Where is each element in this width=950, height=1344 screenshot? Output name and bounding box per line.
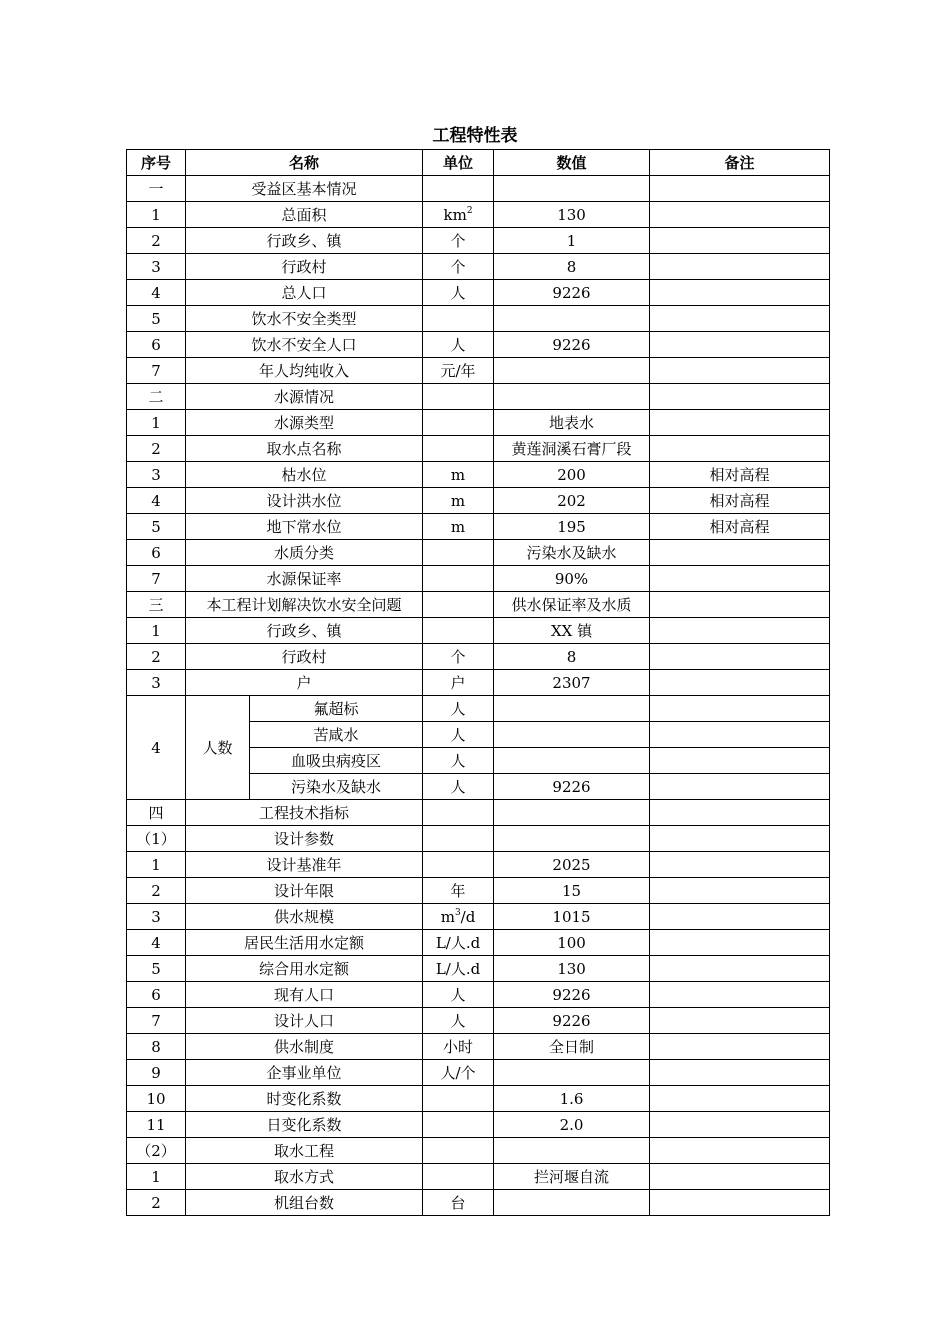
item-note [650,176,830,202]
row-number: 四 [127,800,186,826]
header-row [127,150,830,176]
unit-cell [423,748,494,774]
unit-cell [423,462,494,488]
unit-text: 人/个 [440,1064,476,1082]
unit-text: 人 [450,778,466,796]
unit-cell [423,202,494,228]
unit-cell [423,592,494,618]
row-number: 9 [127,1060,186,1086]
table-row [127,930,830,956]
row-number: 5 [127,956,186,982]
table-row [127,956,830,982]
unit-cell [423,904,494,930]
item-name: 行政乡、镇 [186,618,423,644]
item-name: 设计年限 [186,878,423,904]
table-row [127,1008,830,1034]
row-number: 3 [127,254,186,280]
unit-text: 小时 [443,1038,474,1056]
item-note [650,1060,830,1086]
row-number: 二 [127,384,186,410]
row-number: 4 [127,280,186,306]
item-name: 污染水及缺水 [250,774,423,800]
table-row [127,358,830,384]
item-name: 综合用水定额 [186,956,423,982]
unit-cell [423,228,494,254]
row-number: 11 [127,1112,186,1138]
unit-text: 户 [450,674,466,692]
item-name: 设计洪水位 [186,488,423,514]
item-value: 9226 [494,982,650,1008]
item-note [650,722,830,748]
item-value: 200 [494,462,650,488]
item-name: 户 [186,670,423,696]
item-note [650,1086,830,1112]
unit-cell [423,1112,494,1138]
table-row [127,592,830,618]
unit-cell [423,826,494,852]
unit-text: L/人.d [435,934,481,952]
item-name: 设计基准年 [186,852,423,878]
item-value: 15 [494,878,650,904]
unit-cell [423,670,494,696]
item-value [494,1190,650,1216]
item-name: 行政村 [186,254,423,280]
row-number: 6 [127,540,186,566]
item-note [650,930,830,956]
table-row [127,982,830,1008]
unit-cell [423,436,494,462]
unit-text: 人 [450,284,466,302]
row-number: 2 [127,644,186,670]
item-note [650,956,830,982]
unit-cell [423,774,494,800]
table-row [127,1034,830,1060]
item-value [494,1138,650,1164]
table-row [127,254,830,280]
unit-cell [423,410,494,436]
row-number: 5 [127,306,186,332]
header-unit: 单位 [423,150,494,176]
item-note [650,384,830,410]
unit-text: L/人.d [435,960,481,978]
item-note [650,670,830,696]
item-value: 9226 [494,280,650,306]
item-name: 取水工程 [186,1138,423,1164]
row-number: 2 [127,1190,186,1216]
unit-cell [423,1086,494,1112]
item-name: 行政村 [186,644,423,670]
row-number: 4 [127,696,186,800]
item-value: 黄莲洞溪石膏厂段 [494,436,650,462]
specification-table [126,149,830,1216]
table-row [127,1112,830,1138]
row-number: 3 [127,904,186,930]
row-number: 8 [127,1034,186,1060]
unit-superscript: 2 [466,205,473,216]
item-value: 1 [494,228,650,254]
table-row [127,1060,830,1086]
unit-cell [423,280,494,306]
item-note [650,280,830,306]
unit-cell [423,254,494,280]
item-note [650,306,830,332]
item-value: 9226 [494,1008,650,1034]
table-row [127,1164,830,1190]
item-value: 1.6 [494,1086,650,1112]
unit-text: 台 [450,1194,466,1212]
table-row [127,670,830,696]
item-name: 水源类型 [186,410,423,436]
item-note [650,800,830,826]
unit-cell [423,1060,494,1086]
item-name: 日变化系数 [186,1112,423,1138]
table-row [127,540,830,566]
unit-text: m [450,491,466,510]
item-name: 水源情况 [186,384,423,410]
row-number: 1 [127,618,186,644]
item-note [650,1138,830,1164]
header-value: 数值 [494,150,650,176]
unit-cell [423,930,494,956]
unit-cell [423,982,494,1008]
item-name: 水质分类 [186,540,423,566]
item-note [650,852,830,878]
row-number: 1 [127,410,186,436]
item-name: 供水规模 [186,904,423,930]
table-row [127,852,830,878]
item-name: 饮水不安全人口 [186,332,423,358]
table-row [127,410,830,436]
item-name: 年人均纯收入 [186,358,423,384]
item-name: 取水点名称 [186,436,423,462]
unit-cell [423,644,494,670]
unit-text: 人 [450,726,466,744]
item-value: XX 镇 [494,618,650,644]
item-name: 受益区基本情况 [186,176,423,202]
unit-text: 人 [450,1012,466,1030]
item-name: 血吸虫病疫区 [250,748,423,774]
item-note [650,436,830,462]
row-number: 3 [127,462,186,488]
unit-text: m [450,465,466,484]
unit-text: 人 [450,336,466,354]
item-value: 130 [494,956,650,982]
unit-text: m [450,517,466,536]
item-note [650,254,830,280]
item-note [650,566,830,592]
item-value [494,176,650,202]
unit-cell [423,488,494,514]
row-number: 3 [127,670,186,696]
table-row [127,176,830,202]
unit-cell [423,514,494,540]
row-number: 6 [127,332,186,358]
row-number: 7 [127,566,186,592]
item-value [494,800,650,826]
item-note [650,1190,830,1216]
item-value: 100 [494,930,650,956]
item-value: 1015 [494,904,650,930]
item-name: 水源保证率 [186,566,423,592]
item-value: 2025 [494,852,650,878]
item-name: 本工程计划解决饮水安全问题 [186,592,423,618]
item-note: 相对高程 [650,462,830,488]
unit-cell [423,358,494,384]
item-name: 供水制度 [186,1034,423,1060]
row-number: 5 [127,514,186,540]
table-row [127,800,830,826]
item-note [650,982,830,1008]
item-name: 工程技术指标 [186,800,423,826]
table-row [127,1190,830,1216]
item-note: 相对高程 [650,488,830,514]
item-note [650,228,830,254]
item-name: 居民生活用水定额 [186,930,423,956]
item-name: 总人口 [186,280,423,306]
item-value: 9226 [494,332,650,358]
unit-cell [423,696,494,722]
item-value: 130 [494,202,650,228]
unit-text: 元/年 [440,362,476,380]
item-note [650,644,830,670]
item-value [494,384,650,410]
table-row [127,904,830,930]
item-note [650,1034,830,1060]
unit-text: 人 [450,700,466,718]
row-number: 2 [127,878,186,904]
unit-cell [423,540,494,566]
table-row [127,514,830,540]
unit-cell [423,878,494,904]
item-name: 地下常水位 [186,514,423,540]
item-value: 地表水 [494,410,650,436]
item-note [650,618,830,644]
row-number: 1 [127,852,186,878]
table-row [127,1086,830,1112]
item-value [494,358,650,384]
item-value [494,826,650,852]
table-row [127,202,830,228]
item-value: 2307 [494,670,650,696]
unit-cell [423,722,494,748]
unit-cell [423,1034,494,1060]
item-note [650,202,830,228]
item-note [650,904,830,930]
item-name: 时变化系数 [186,1086,423,1112]
item-value [494,306,650,332]
unit-suffix: /d [460,907,476,926]
table-row [127,618,830,644]
item-name: 苦咸水 [250,722,423,748]
item-value: 9226 [494,774,650,800]
unit-cell [423,332,494,358]
unit-cell [423,176,494,202]
header-note: 备注 [650,150,830,176]
table-row [127,1138,830,1164]
row-number: 2 [127,228,186,254]
item-note [650,748,830,774]
item-note [650,826,830,852]
row-number: （2） [127,1138,186,1164]
item-name: 枯水位 [186,462,423,488]
row-number: 4 [127,930,186,956]
item-name: 行政乡、镇 [186,228,423,254]
unit-cell [423,1164,494,1190]
row-number: 2 [127,436,186,462]
item-name: 氟超标 [250,696,423,722]
item-name: 设计参数 [186,826,423,852]
unit-cell [423,852,494,878]
item-value: 供水保证率及水质 [494,592,650,618]
row-number: 1 [127,1164,186,1190]
table-row [127,566,830,592]
unit-cell [423,566,494,592]
item-note [650,1164,830,1190]
item-note [650,1008,830,1034]
table-row [127,332,830,358]
item-value: 污染水及缺水 [494,540,650,566]
row-number: （1） [127,826,186,852]
item-value [494,696,650,722]
unit-cell [423,618,494,644]
unit-superscript: 3 [454,907,461,918]
item-note: 相对高程 [650,514,830,540]
unit-cell [423,800,494,826]
item-name: 饮水不安全类型 [186,306,423,332]
table-row [127,436,830,462]
item-value: 8 [494,254,650,280]
item-name: 设计人口 [186,1008,423,1034]
page-title: 工程特性表 [432,126,518,146]
item-value: 195 [494,514,650,540]
table-row [127,306,830,332]
item-note [650,1112,830,1138]
row-number: 4 [127,488,186,514]
table-row [127,280,830,306]
item-value [494,748,650,774]
row-number: 10 [127,1086,186,1112]
row-number: 7 [127,358,186,384]
table-row [127,384,830,410]
item-note [650,540,830,566]
row-number: 1 [127,202,186,228]
table-row [127,826,830,852]
unit-text: 个 [450,232,466,250]
item-value: 拦河堰自流 [494,1164,650,1190]
unit-text: 人 [450,986,466,1004]
unit-text: 个 [450,258,466,276]
item-value: 202 [494,488,650,514]
row-number: 三 [127,592,186,618]
item-note [650,358,830,384]
item-note [650,774,830,800]
table-row [127,878,830,904]
item-name: 企事业单位 [186,1060,423,1086]
unit-cell [423,1008,494,1034]
item-note [650,696,830,722]
unit-text: km [443,205,467,224]
unit-text: 人 [450,752,466,770]
table-row [127,488,830,514]
group-label: 人数 [186,696,250,800]
unit-text: 个 [450,648,466,666]
item-note [650,410,830,436]
item-value: 8 [494,644,650,670]
unit-text: 年 [450,882,466,900]
item-value: 2.0 [494,1112,650,1138]
item-name: 取水方式 [186,1164,423,1190]
item-value: 全日制 [494,1034,650,1060]
unit-text: m [440,907,455,926]
item-name: 现有人口 [186,982,423,1008]
unit-cell [423,1138,494,1164]
item-note [650,592,830,618]
row-number: 7 [127,1008,186,1034]
row-number: 一 [127,176,186,202]
table-row [127,462,830,488]
row-number: 6 [127,982,186,1008]
unit-cell [423,306,494,332]
header-name: 名称 [186,150,423,176]
unit-cell [423,384,494,410]
item-name: 机组台数 [186,1190,423,1216]
table-row [127,696,830,722]
table-row [127,644,830,670]
item-value [494,722,650,748]
item-value [494,1060,650,1086]
item-note [650,332,830,358]
unit-cell [423,956,494,982]
item-note [650,878,830,904]
item-name: 总面积 [186,202,423,228]
unit-cell [423,1190,494,1216]
header-no: 序号 [127,150,186,176]
table-row [127,228,830,254]
item-value: 90% [494,566,650,592]
